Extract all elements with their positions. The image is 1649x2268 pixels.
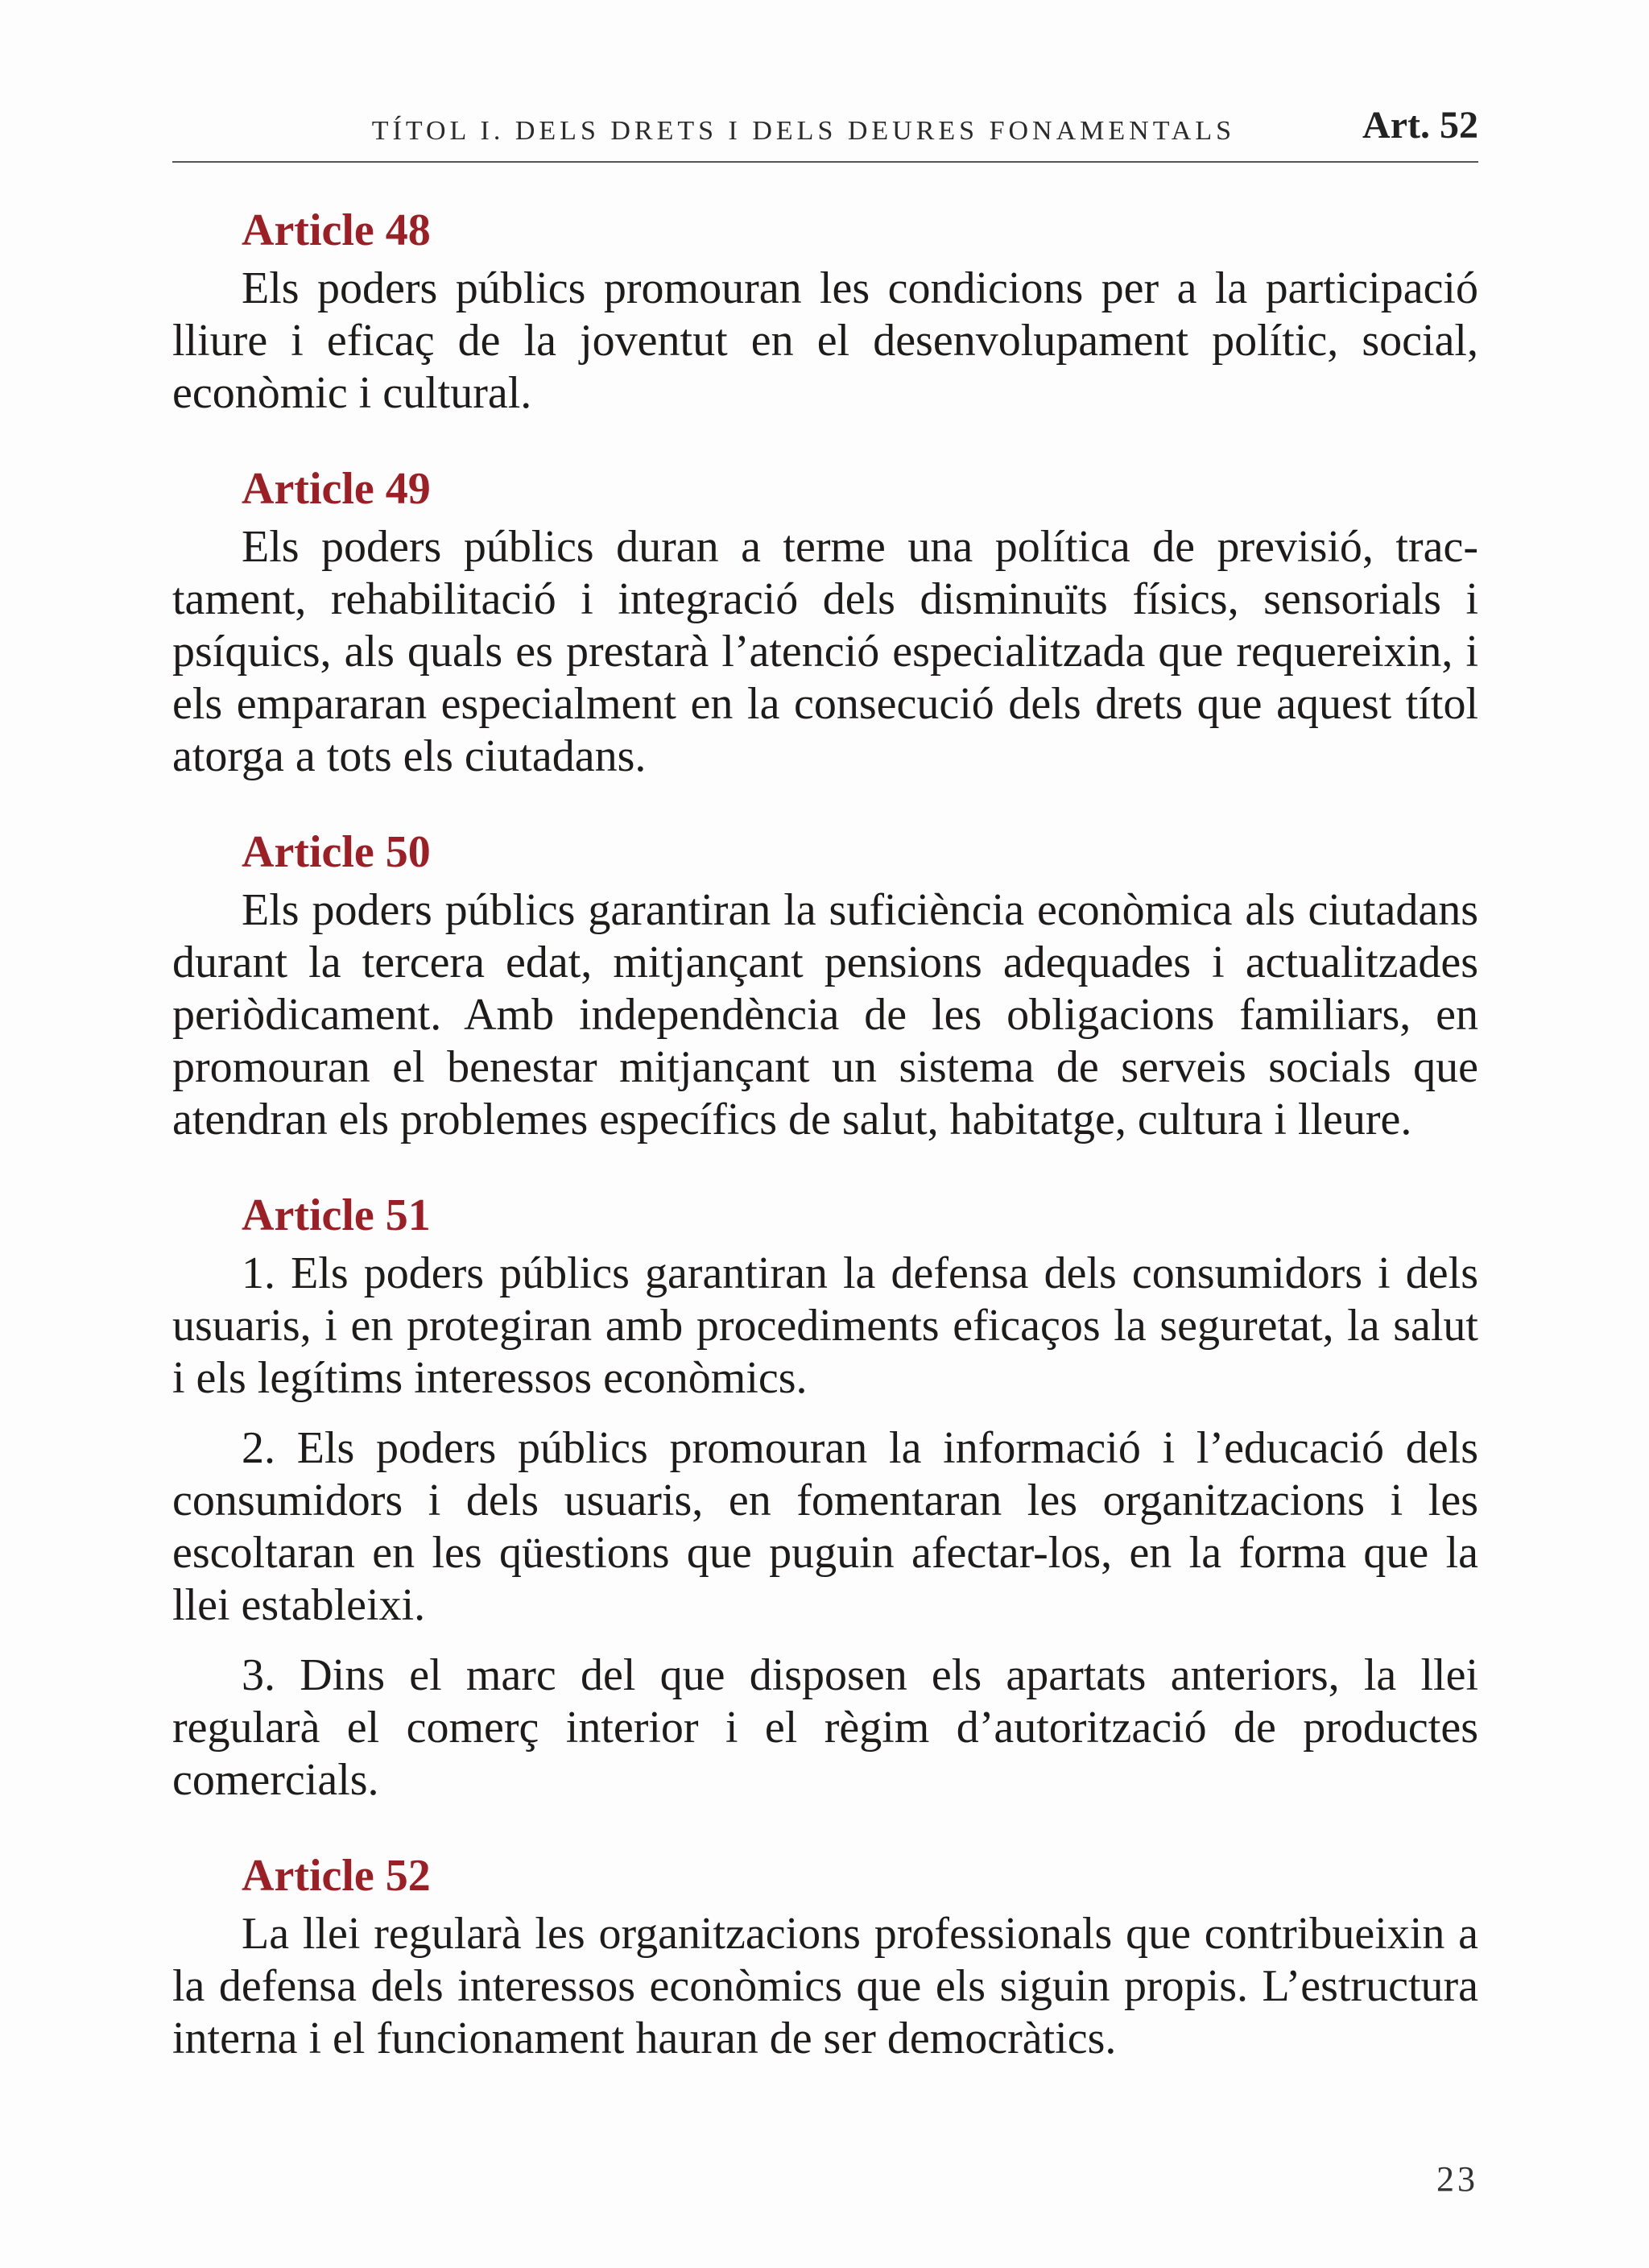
page-body	[172, 201, 1478, 2105]
running-article-number: Art. 52	[1362, 104, 1478, 147]
running-header	[172, 106, 1478, 163]
article-paragraph: 2. Els poders públics promouran la informació i l’educació dels consumidors i dels usuaris, en fomentaran les organitzacions i les escoltaran en les qüestions que puguin afectar-los, en la forma que la llei estableixi.	[172, 1423, 1478, 1630]
running-title: TÍTOL I. DELS DRETS I DELS DEURES FONAMENTALS	[371, 116, 1235, 146]
article-heading: Article 51	[242, 1190, 431, 1240]
article-paragraph: La llei regularà les organitzacions professionals que contribueixin a la defensa dels interessos econòmics que els siguin propis. L’estructura interna i el funcionament hauran de ser democràtics.	[172, 1909, 1478, 2063]
article-paragraph: Els poders públics promouran les condicions per a la participació lliure i eficaç de la joventut en el desenvolupament polític, social, econòmic i cultural.	[172, 263, 1478, 418]
article-heading: Article 49	[242, 464, 431, 514]
article-51	[172, 1186, 1478, 1807]
article-paragraph: Els poders públics duran a terme una política de previsió, tractament, rehabilitació i integració dels disminuïts físics, sensorials i psíquics, als quals es prestarà l’atenció especialitzada que requereixin, i els empararan especialment en la consecució dels drets que aquest títol atorga a tots els ciutadans.	[172, 522, 1478, 781]
article-paragraph: Els poders públics garantiran la suficiència econòmica als ciutadans durant la tercera edat, mitjançant pensions adequades i actualitzades periòdicament. Amb independència de les obligacions familiars, en promouran el benestar mitjançant un sistema de serveis socials que atendran els problemes específics de salut, habitatge, cultura i lleure.	[172, 885, 1478, 1144]
article-heading: Article 50	[242, 827, 431, 877]
page-number: 23	[1436, 2159, 1478, 2199]
article-50	[172, 823, 1478, 1146]
article-52	[172, 1847, 1478, 2065]
article-paragraph: 1. Els poders públics garantiran la defensa dels consumidors i dels usuaris, i en protegiran amb procediments eficaços la seguretat, la salut i els legítims interessos econòmics.	[172, 1248, 1478, 1403]
article-paragraph: 3. Dins el marc del que disposen els apartats anteriors, la llei regularà el comerç interior i el règim d’autorització de productes comercials.	[172, 1650, 1478, 1805]
article-heading: Article 52	[242, 1851, 431, 1901]
article-heading: Article 48	[242, 205, 431, 255]
article-48	[172, 201, 1478, 420]
article-49	[172, 460, 1478, 783]
